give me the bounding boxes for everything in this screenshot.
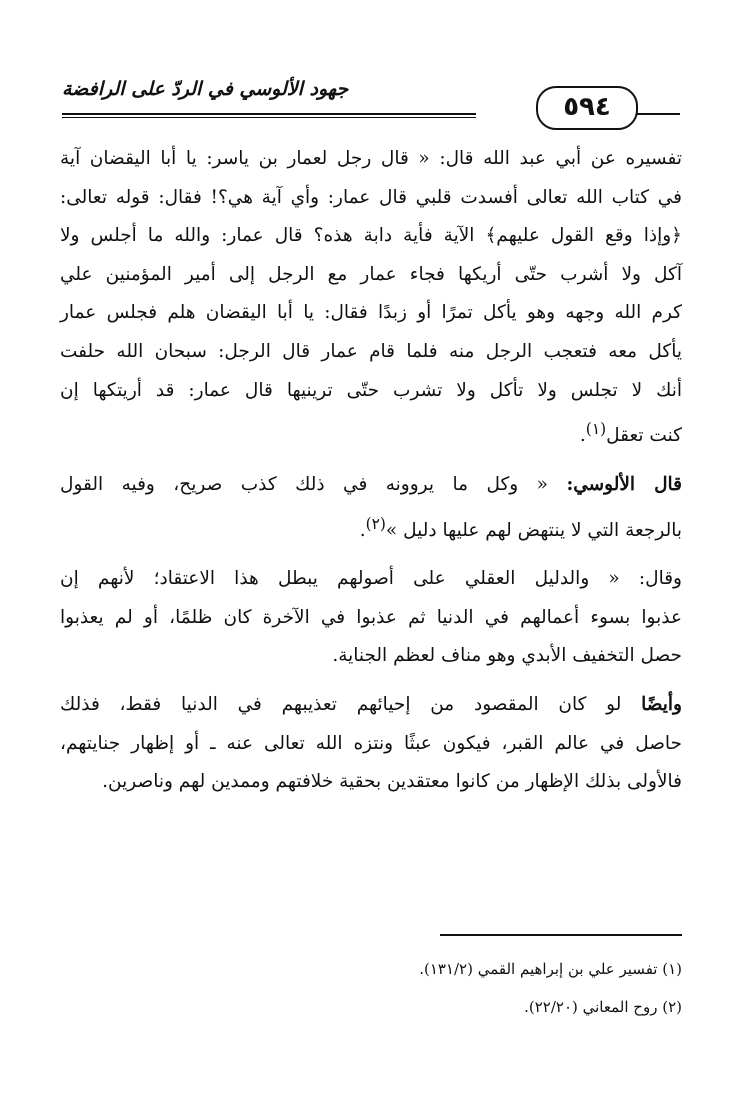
text-fragment: كنت تعقل xyxy=(606,425,682,447)
period: . xyxy=(579,425,586,447)
header-rule-left-thin xyxy=(62,117,476,118)
paragraph-gap xyxy=(60,456,682,466)
text-line: أنك لا تجلس ولا تأكل ولا تشرب حتّى ترينيها قال عمار: قد أريتكها إن xyxy=(60,379,682,401)
footnote-ref-1: (١) xyxy=(585,420,607,439)
text-line: تفسيره عن أبي عبد الله قال: « قال رجل لعمار بن ياسر: يا أبا اليقضان آية xyxy=(60,148,682,169)
footnote-1: (١) تفسير علي بن إبراهيم القمي (١٣١/٢). xyxy=(419,960,682,978)
header-rule-right xyxy=(636,113,680,115)
footnotes xyxy=(182,950,682,1026)
paragraph-gap xyxy=(60,550,682,560)
text-fragment: لو كان المقصود من إحيائهم تعذيبهم في الدنيا فقط، فذلك xyxy=(60,694,622,716)
footnote-2: (٢) روح المعاني (٢٢/٢٠). xyxy=(524,998,682,1016)
paragraph-4 xyxy=(60,686,682,802)
paragraph-2 xyxy=(60,466,682,550)
paragraph-1 xyxy=(60,140,682,456)
text-line-last xyxy=(60,505,682,551)
header-rule-left xyxy=(62,113,476,115)
text-fragment: « وكل ما يروونه في ذلك كذب صريح، وفيه القول xyxy=(60,473,548,495)
running-title: جهود الألوسي في الردّ على الرافضة xyxy=(62,78,349,100)
footnote-ref-2: (٢) xyxy=(365,514,386,533)
paragraph-3 xyxy=(60,560,682,676)
text-line-last: حصل التخفيف الأبدي وهو مناف لعظم الجناية. xyxy=(332,645,682,667)
paragraph-gap xyxy=(60,676,682,686)
period: . xyxy=(359,519,366,541)
text-line: ﴿وإذا وقع القول عليهم﴾ الآية فأية دابة هذه؟ قال عمار: والله ما أجلس ولا xyxy=(60,225,682,247)
page-number: ٥٩٤ xyxy=(536,86,638,130)
text-line: كرم الله وجهه وهو يأكل تمرًا أو زبدًا فقال: يا أبا اليقضان هلم فجلس عمار xyxy=(60,302,682,324)
text-line xyxy=(60,466,682,505)
text-line: آكل ولا أشرب حتّى أريكها فجاء عمار مع الرجل إلى أمير المؤمنين علي xyxy=(60,263,682,285)
footnote-rule xyxy=(440,934,682,936)
text-line: وقال: « والدليل العقلي على أصولهم يبطل هذا الاعتقاد؛ لأنهم إن xyxy=(60,568,682,590)
text-line-last xyxy=(60,410,682,456)
text-line: يأكل معه فتعجب الرجل منه فلما قام عمار قال الرجل: سبحان الله حلفت xyxy=(60,340,682,362)
speaker-label: قال الألوسي: xyxy=(566,473,682,495)
main-text xyxy=(60,140,682,802)
text-line xyxy=(60,686,682,725)
text-line: حاصل في عالم القبر، فيكون عبثًا ونتزه الله تعالى عنه ـ أو إظهار جنايتهم، xyxy=(60,732,682,754)
text-fragment: بالرجعة التي لا ينتهض لهم عليها دليل » xyxy=(385,519,682,541)
text-line-last: فالأولى بذلك الإظهار من كانوا معتقدين بحقية خلافتهم وممدين لهم وناصرين. xyxy=(102,771,682,793)
text-line: عذبوا بسوء أعمالهم في الدنيا ثم عذبوا في الآخرة كان ظلمًا، أو لم يعذبوا xyxy=(60,606,682,628)
text-line: في كتاب الله تعالى أفسدت قلبي قال عمار: وأي آية هي؟! فقال: قوله تعالى: xyxy=(60,186,682,208)
emphasis-label: وأيضًا xyxy=(641,694,682,716)
